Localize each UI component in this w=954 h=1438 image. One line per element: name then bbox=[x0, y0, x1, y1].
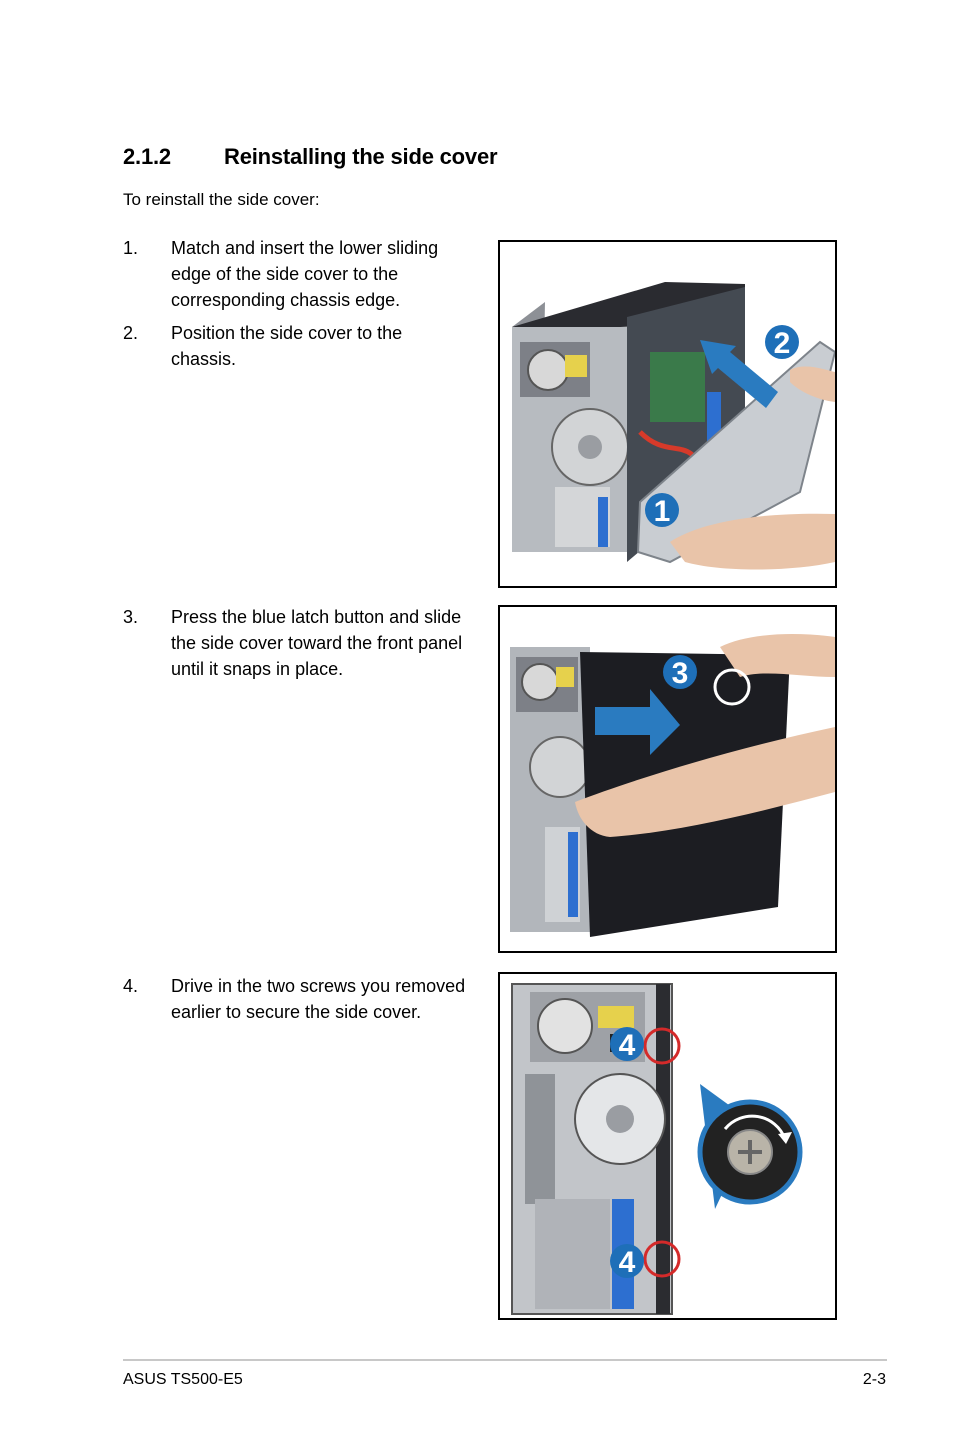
chassis-illustration-3 bbox=[500, 974, 835, 1318]
badge-label: 3 bbox=[671, 657, 689, 690]
figure-insert-cover bbox=[498, 240, 837, 588]
footer-product: ASUS TS500-E5 bbox=[123, 1371, 243, 1388]
step-text: Match and insert the lower sliding edge of the side cover to the corresponding chassis edge. bbox=[171, 238, 439, 310]
badge-label: 1 bbox=[653, 495, 671, 528]
section-title bbox=[123, 144, 497, 170]
step-text: Drive in the two screws you removed earlier to secure the side cover. bbox=[171, 976, 466, 1022]
step-number: 4. bbox=[123, 976, 139, 996]
step-number: 3. bbox=[123, 607, 139, 627]
badge-label: 4 bbox=[618, 1029, 636, 1062]
badge-label: 4 bbox=[618, 1246, 636, 1279]
footer-divider bbox=[123, 1359, 887, 1361]
step-text: Press the blue latch button and slide the side cover toward the front panel until it snaps in place. bbox=[171, 607, 463, 679]
badge-label: 2 bbox=[773, 327, 791, 360]
step-number: 1. bbox=[123, 238, 139, 258]
step-number: 2. bbox=[123, 323, 139, 343]
step-text: Position the side cover to the chassis. bbox=[171, 323, 403, 369]
section-heading: Reinstalling the side cover bbox=[224, 144, 498, 169]
chassis-illustration-2 bbox=[500, 607, 835, 951]
intro-text: To reinstall the side cover: bbox=[123, 190, 320, 209]
figure-slide-cover bbox=[498, 605, 837, 953]
page-number: 2-3 bbox=[862, 1371, 886, 1388]
figure-screws bbox=[498, 972, 837, 1320]
step-badge-2 bbox=[765, 325, 799, 360]
chassis-illustration-1 bbox=[500, 242, 835, 586]
section-number: 2.1.2 bbox=[123, 144, 171, 169]
